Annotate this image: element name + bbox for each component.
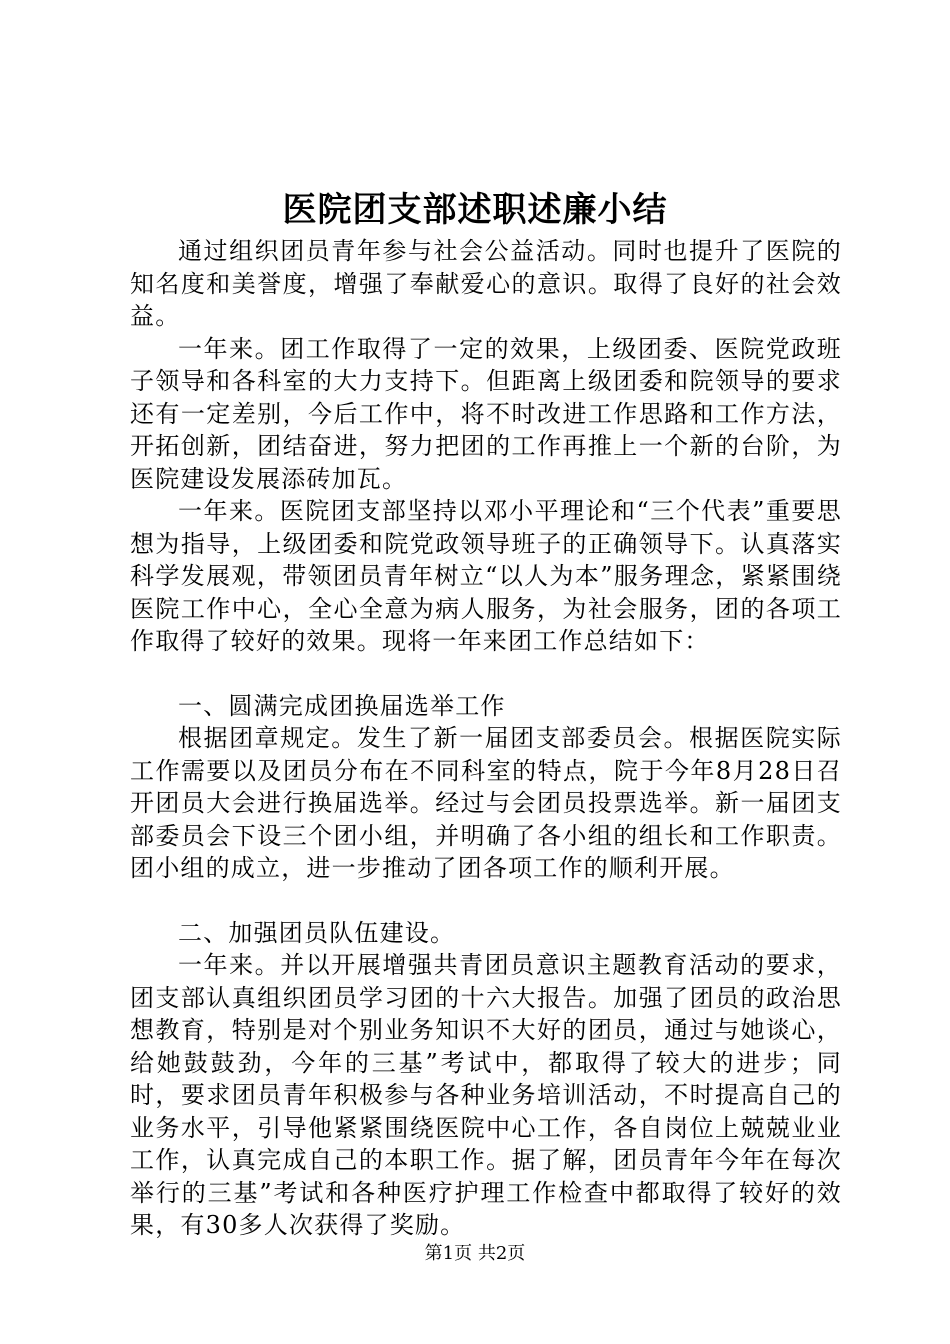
paragraph-2: 一年来。团工作取得了一定的效果，上级团委、医院党政班子领导和各科室的大力支持下。但距离上级团委和院领导的要求还有一定差别，今后工作中，将不时改进工作思路和工作方法，开拓创新，团结奋进，努力把团的工作再推上一个新的台阶，为医院建设发展添砖加瓦。: [130, 334, 842, 493]
document-body: [130, 235, 842, 1242]
paragraph-1: 通过组织团员青年参与社会公益活动。同时也提升了医院的知名度和美誉度，增强了奉献爱心的意识。取得了良好的社会效益。: [130, 237, 842, 330]
paragraph-3: 一年来。医院团支部坚持以邓小平理论和“三个代表”重要思想为指导，上级团委和院党政领导班子的正确领导下。认真落实科学发展观，带领团员青年树立“以人为本”服务理念，紧紧围绕医院工作中心，全心全意为病人服务，为社会服务，团的各项工作取得了较好的效果。现将一年来团工作总结如下：: [130, 497, 842, 655]
section-2-text: 一年来。并以开展增强共青团员意识主题教育活动的要求，团支部认真组织团员学习团的十六大报告。加强了团员的政治思想教育，特别是对个别业务知识不大好的团员，通过与她谈心，给她鼓鼓劲，今年的三基”考试中，都取得了较大的进步；同时，要求团员青年积极参与各种业务培训活动，不时提高自己的业务水平，引导他紧紧围绕医院中心工作，各自岗位上兢兢业业工作，认真完成自己的本职工作。据了解，团员青年今年在每次举行的三基”考试和各种医疗护理工作检查中都取得了较好的效果，有30多人次获得了奖励。: [130, 951, 842, 1239]
section-1-text: 根据团章规定。发生了新一届团支部委员会。根据医院实际工作需要以及团员分布在不同科室的特点，院于今年8月28日召开团员大会进行换届选举。经过与会团员投票选举。新一届团支部委员会下设三个团小组，并明确了各小组的组长和工作职责。团小组的成立，进一步推动了团各项工作的顺利开展。: [130, 724, 842, 882]
document-title: 医院团支部述职述廉小结: [282, 190, 668, 230]
page-number-footer: 第1页 共2页: [424, 1243, 526, 1264]
section-1-heading: 一、圆满完成团换届选举工作: [178, 691, 506, 720]
section-2-heading: 二、加强团员队伍建设。: [178, 918, 456, 947]
section-spacer: [130, 885, 842, 917]
section-spacer: [130, 658, 842, 690]
